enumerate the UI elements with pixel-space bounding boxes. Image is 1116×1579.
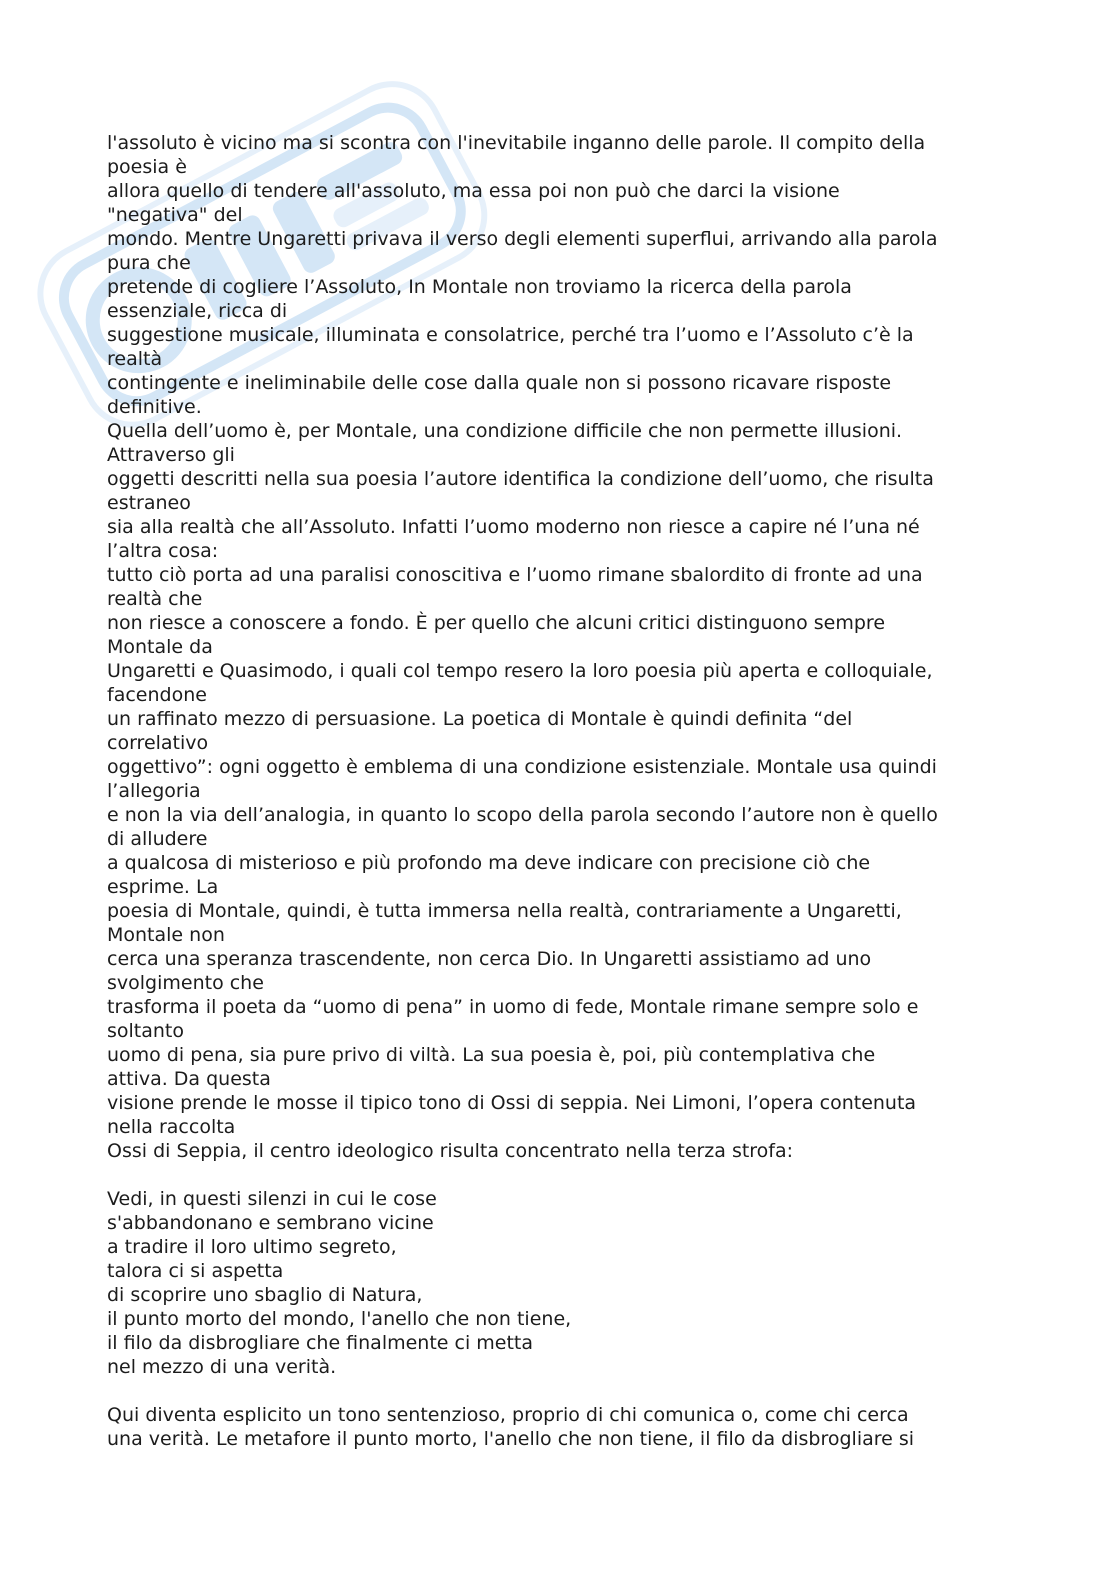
paragraph-2 bbox=[107, 1403, 1017, 1451]
text-line: a qualcosa di misterioso e più profondo ma deve indicare con precisione ciò che bbox=[107, 852, 871, 874]
poem-line: nel mezzo di una verità. bbox=[107, 1356, 337, 1378]
poem-stanza bbox=[107, 1187, 1017, 1379]
document-body bbox=[107, 131, 1017, 1451]
text-line: "negativa" del bbox=[107, 204, 243, 226]
text-line: soltanto bbox=[107, 1020, 185, 1042]
text-line: Qui diventa esplicito un tono sentenzioso, proprio di chi comunica o, come chi cerca bbox=[107, 1404, 909, 1426]
text-line: realtà bbox=[107, 348, 163, 370]
blank-line bbox=[107, 1379, 1017, 1403]
poem-line: il punto morto del mondo, l'anello che non tiene, bbox=[107, 1308, 572, 1330]
watermark-text-main bbox=[0, 0, 1, 1]
text-line: un raffinato mezzo di persuasione. La poetica di Montale è quindi definita “del bbox=[107, 708, 853, 730]
text-line: allora quello di tendere all'assoluto, ma essa poi non può che darci la visione bbox=[107, 180, 840, 202]
text-line: realtà che bbox=[107, 588, 203, 610]
text-line: mondo. Mentre Ungaretti privava il verso degli elementi superflui, arrivando alla parola bbox=[107, 228, 938, 250]
text-line: cerca una speranza trascendente, non cerca Dio. In Ungaretti assistiamo ad uno bbox=[107, 948, 872, 970]
text-line: facendone bbox=[107, 684, 207, 706]
text-line: svolgimento che bbox=[107, 972, 264, 994]
poem-line: di scoprire uno sbaglio di Natura, bbox=[107, 1284, 423, 1306]
text-line: l’altra cosa: bbox=[107, 540, 219, 562]
text-line: tutto ciò porta ad una paralisi conoscitiva e l’uomo rimane sbalordito di fronte ad una bbox=[107, 564, 923, 586]
text-line: pura che bbox=[107, 252, 191, 274]
text-line: l’allegoria bbox=[107, 780, 201, 802]
text-line: estraneo bbox=[107, 492, 191, 514]
text-line: essenziale, ricca di bbox=[107, 300, 288, 322]
text-line: e non la via dell’analogia, in quanto lo scopo della parola secondo l’autore non è quello bbox=[107, 804, 938, 826]
text-line: attiva. Da questa bbox=[107, 1068, 271, 1090]
text-line: sia alla realtà che all’Assoluto. Infatti l’uomo moderno non riesce a capire né l’una né bbox=[107, 516, 920, 538]
text-line: Ungaretti e Quasimodo, i quali col tempo resero la loro poesia più aperta e colloquiale, bbox=[107, 660, 933, 682]
text-line: visione prende le mosse il tipico tono di Ossi di seppia. Nei Limoni, l’opera contenuta bbox=[107, 1092, 917, 1114]
text-line: Attraverso gli bbox=[107, 444, 235, 466]
text-line: oggettivo”: ogni oggetto è emblema di una condizione esistenziale. Montale usa quindi bbox=[107, 756, 937, 778]
text-line: suggestione musicale, illuminata e consolatrice, perché tra l’uomo e l’Assoluto c’è la bbox=[107, 324, 914, 346]
text-line: Ossi di Seppia, il centro ideologico risulta concentrato nella terza strofa: bbox=[107, 1140, 794, 1162]
text-line: definitive. bbox=[107, 396, 202, 418]
paragraph-1 bbox=[107, 131, 1017, 1163]
text-line: correlativo bbox=[107, 732, 209, 754]
text-line: Montale non bbox=[107, 924, 225, 946]
text-line: esprime. La bbox=[107, 876, 219, 898]
poem-line: talora ci si aspetta bbox=[107, 1260, 284, 1282]
text-line: di alludere bbox=[107, 828, 208, 850]
text-line: nella raccolta bbox=[107, 1116, 236, 1138]
poem-line: a tradire il loro ultimo segreto, bbox=[107, 1236, 397, 1258]
text-line: uomo di pena, sia pure privo di viltà. La sua poesia è, poi, più contemplativa che bbox=[107, 1044, 876, 1066]
text-line: pretende di cogliere l’Assoluto, In Montale non troviamo la ricerca della parola bbox=[107, 276, 852, 298]
text-line: non riesce a conoscere a fondo. È per quello che alcuni critici distinguono sempre bbox=[107, 612, 886, 634]
text-line: Montale da bbox=[107, 636, 213, 658]
blank-line bbox=[107, 1163, 1017, 1187]
text-line: poesia di Montale, quindi, è tutta immersa nella realtà, contrariamente a Ungaretti, bbox=[107, 900, 902, 922]
text-line: l'assoluto è vicino ma si scontra con l'inevitabile inganno delle parole. Il compito della bbox=[107, 132, 926, 154]
text-line: poesia è bbox=[107, 156, 187, 178]
text-line: oggetti descritti nella sua poesia l’autore identifica la condizione dell’uomo, che risulta bbox=[107, 468, 934, 490]
watermark-text-sub bbox=[0, 0, 1, 1]
text-line: Quella dell’uomo è, per Montale, una condizione difficile che non permette illusioni. bbox=[107, 420, 903, 442]
text-line: trasforma il poeta da “uomo di pena” in uomo di fede, Montale rimane sempre solo e bbox=[107, 996, 919, 1018]
text-line: una verità. Le metafore il punto morto, l'anello che non tiene, il filo da disbrogliare si bbox=[107, 1428, 915, 1450]
poem-line: s'abbandonano e sembrano vicine bbox=[107, 1212, 434, 1234]
poem-line: Vedi, in questi silenzi in cui le cose bbox=[107, 1188, 437, 1210]
poem-line: il filo da disbrogliare che finalmente ci metta bbox=[107, 1332, 534, 1354]
text-line: contingente e ineliminabile delle cose dalla quale non si possono ricavare risposte bbox=[107, 372, 892, 394]
